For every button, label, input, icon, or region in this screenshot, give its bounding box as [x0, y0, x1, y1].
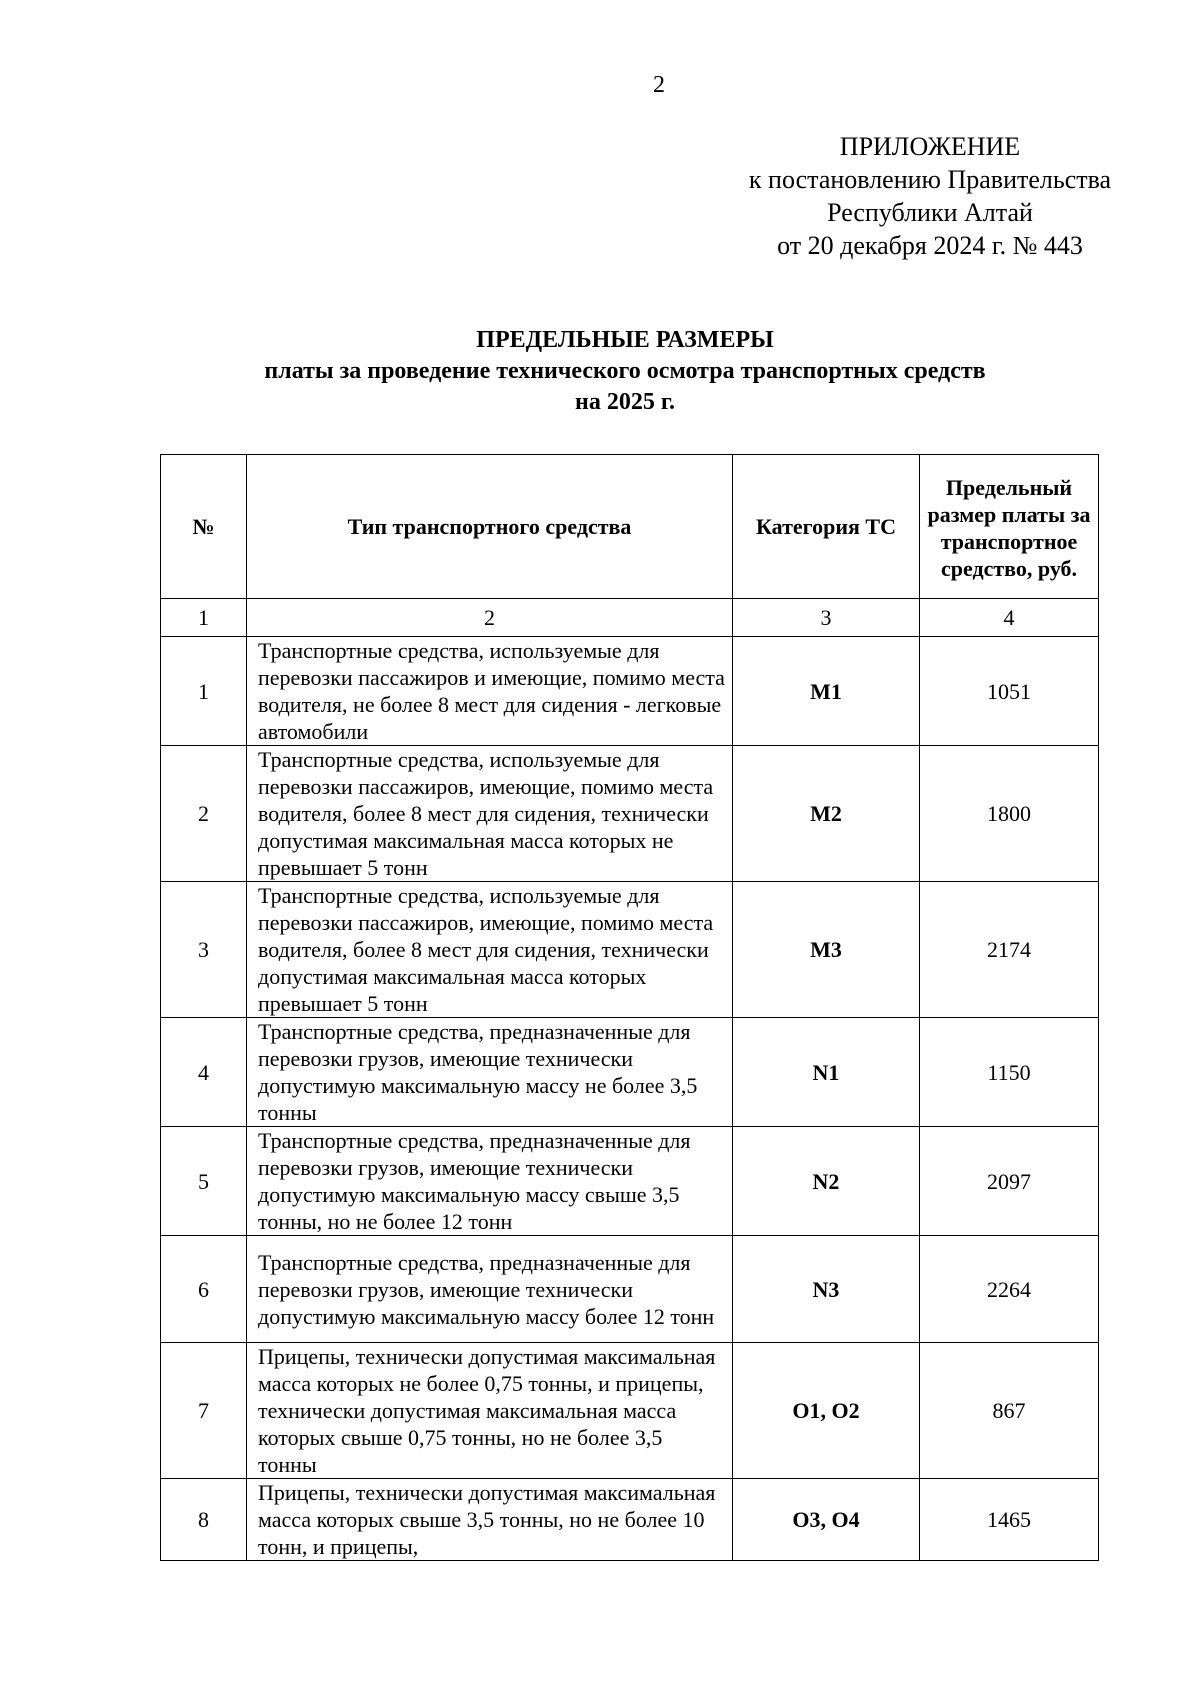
appendix-title: ПРИЛОЖЕНИЕ [839, 132, 1021, 161]
table-row [161, 746, 1099, 882]
row-vehicle-type: Транспортные средства, используемые для перевозки пассажиров и имеющие, помимо места водителя, не более 8 мест для сидения - легковые автомобили [247, 637, 733, 746]
row-vehicle-type: Транспортные средства, предназначенные для перевозки грузов, имеющие технически допустимую максимальную массу не более 3,5 тонны [247, 1018, 733, 1127]
row-number: 1 [161, 637, 247, 746]
appendix-block [710, 130, 1150, 262]
row-fee: 867 [920, 1343, 1099, 1479]
column-number: 1 [161, 599, 247, 637]
title-line-1: ПРЕДЕЛЬНЫЕ РАЗМЕРЫ [476, 327, 774, 353]
row-fee: 1800 [920, 746, 1099, 882]
table-row [161, 1236, 1099, 1343]
row-number: 5 [161, 1127, 247, 1236]
row-number: 3 [161, 882, 247, 1018]
appendix-date-number: от 20 декабря 2024 г. № 443 [777, 231, 1083, 260]
appendix-republic: Республики Алтай [827, 198, 1033, 227]
title-line-2: платы за проведение технического осмотра транспортных средств [264, 358, 986, 384]
header-category: Категория ТС [733, 455, 920, 599]
row-number: 7 [161, 1343, 247, 1479]
row-number: 2 [161, 746, 247, 882]
table-row [161, 882, 1099, 1018]
row-category: O3, O4 [733, 1479, 920, 1561]
row-category: N2 [733, 1127, 920, 1236]
row-category: M1 [733, 637, 920, 746]
table-row [161, 1479, 1099, 1561]
row-category: O1, O2 [733, 1343, 920, 1479]
row-vehicle-type: Прицепы, технически допустимая максимальная масса которых не более 0,75 тонны, и прицепы, технически допустимая максимальная масса которых свыше 0,75 тонны, но не более 3,5 тонны [247, 1343, 733, 1479]
row-vehicle-type: Прицепы, технически допустимая максимальная масса которых свыше 3,5 тонны, но не более 10 тонн, и прицепы, [247, 1479, 733, 1561]
row-category: M3 [733, 882, 920, 1018]
table-header-row [161, 455, 1099, 599]
table-body [161, 637, 1099, 1561]
row-category: N3 [733, 1236, 920, 1343]
row-fee: 1150 [920, 1018, 1099, 1127]
document-title [160, 325, 1090, 418]
title-line-3: на 2025 г. [574, 389, 676, 415]
row-fee: 1051 [920, 637, 1099, 746]
row-number: 8 [161, 1479, 247, 1561]
column-number: 4 [920, 599, 1099, 637]
row-fee: 2264 [920, 1236, 1099, 1343]
row-fee: 1465 [920, 1479, 1099, 1561]
row-number: 6 [161, 1236, 247, 1343]
table-row [161, 637, 1099, 746]
table-row [161, 1127, 1099, 1236]
row-fee: 2097 [920, 1127, 1099, 1236]
row-vehicle-type: Транспортные средства, предназначенные для перевозки грузов, имеющие технически допустимую максимальную массу свыше 3,5 тонны, но не более 12 тонн [247, 1127, 733, 1236]
header-fee: Предельный размер платы за транспортное средство, руб. [920, 455, 1099, 599]
column-number-row [161, 599, 1099, 637]
page-number: 2 [653, 72, 665, 98]
column-number: 3 [733, 599, 920, 637]
appendix-resolution: к постановлению Правительства [748, 165, 1112, 194]
row-vehicle-type: Транспортные средства, используемые для перевозки пассажиров, имеющие, помимо места водителя, более 8 мест для сидения, технически допустимая максимальная масса которых не превышает 5 тонн [247, 746, 733, 882]
table-row [161, 1018, 1099, 1127]
header-number: № [161, 455, 247, 599]
row-vehicle-type: Транспортные средства, предназначенные для перевозки грузов, имеющие технически допустимую максимальную массу более 12 тонн [247, 1236, 733, 1343]
row-fee: 2174 [920, 882, 1099, 1018]
row-vehicle-type: Транспортные средства, используемые для перевозки пассажиров, имеющие, помимо места водителя, более 8 мест для сидения, технически допустимая максимальная масса которых превышает 5 тонн [247, 882, 733, 1018]
row-category: M2 [733, 746, 920, 882]
fees-table [160, 454, 1099, 1561]
column-number: 2 [247, 599, 733, 637]
row-category: N1 [733, 1018, 920, 1127]
table-row [161, 1343, 1099, 1479]
row-number: 4 [161, 1018, 247, 1127]
header-vehicle-type: Тип транспортного средства [247, 455, 733, 599]
